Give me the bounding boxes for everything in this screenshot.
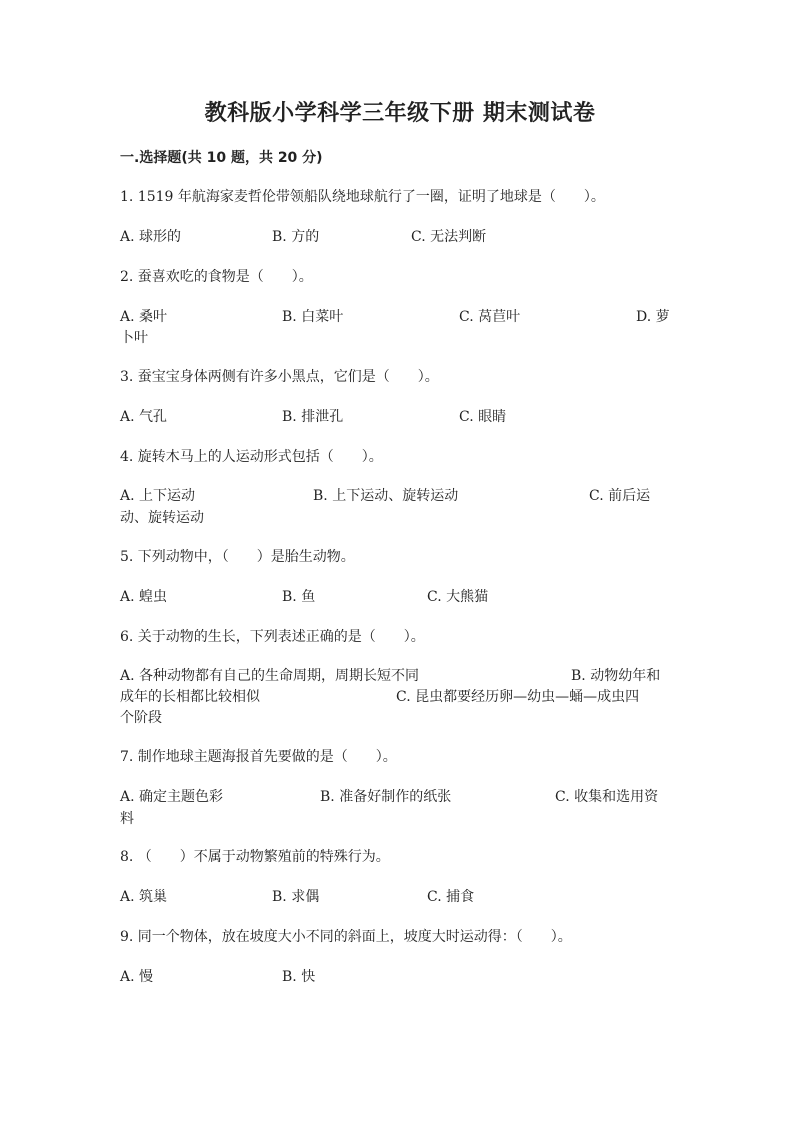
question-2-option-a: A. 桑叶 <box>120 309 168 325</box>
question-6-option-a: A. 各种动物都有自己的生命周期，周期长短不同 <box>120 668 420 684</box>
question-2-option-b: B. 白菜叶 <box>282 309 344 325</box>
question-4-option-c-wrap: 动、旋转运动 <box>120 510 204 526</box>
question-8-option-b: B. 求偶 <box>272 889 320 905</box>
question-5-option-a: A. 蝗虫 <box>120 589 168 605</box>
question-6-option-b: B. 动物幼年和 <box>571 668 661 684</box>
question-3-option-a: A. 气孔 <box>120 409 168 425</box>
question-5-option-b: B. 鱼 <box>282 589 316 605</box>
question-4-stem: 4. 旋转木马上的人运动形式包括（ ）。 <box>120 449 383 465</box>
question-1-option-b: B. 方的 <box>272 229 320 245</box>
question-3-option-c: C. 眼睛 <box>459 409 507 425</box>
question-4-option-c: C. 前后运 <box>589 488 651 504</box>
question-7-option-c: C. 收集和选用资 <box>555 789 659 805</box>
question-2-stem: 2. 蚕喜欢吃的食物是（ ）。 <box>120 269 313 285</box>
question-3-option-b: B. 排泄孔 <box>282 409 344 425</box>
question-3-stem: 3. 蚕宝宝身体两侧有许多小黑点，它们是（ ）。 <box>120 369 439 385</box>
question-4-option-b: B. 上下运动、旋转运动 <box>313 488 459 504</box>
question-4-option-a: A. 上下运动 <box>120 488 196 504</box>
question-5-stem: 5. 下列动物中，（ ）是胎生动物。 <box>120 549 355 565</box>
question-1-option-c: C. 无法判断 <box>411 229 487 245</box>
question-7-option-a: A. 确定主题色彩 <box>120 789 224 805</box>
question-7-option-b: B. 准备好制作的纸张 <box>320 789 452 805</box>
question-2-option-d-wrap: 卜叶 <box>120 330 148 346</box>
question-8-option-a: A. 筑巢 <box>120 889 168 905</box>
question-1-option-a: A. 球形的 <box>120 229 182 245</box>
question-2-option-c: C. 莴苣叶 <box>459 309 521 325</box>
question-8-option-c: C. 捕食 <box>427 889 475 905</box>
question-9-option-a: A. 慢 <box>120 969 154 985</box>
question-5-option-c: C. 大熊猫 <box>427 589 489 605</box>
question-9-stem: 9. 同一个物体，放在坡度大小不同的斜面上，坡度大时运动得：（ ）。 <box>120 929 572 945</box>
page-title: 教科版小学科学三年级下册 期末测试卷 <box>204 101 596 126</box>
question-6-option-b-wrap: 成年的长相都比较相似 <box>120 689 260 705</box>
question-6-stem: 6. 关于动物的生长，下列表述正确的是（ ）。 <box>120 629 425 645</box>
question-6-option-c-wrap: 个阶段 <box>120 710 162 726</box>
question-8-stem: 8. （ ）不属于动物繁殖前的特殊行为。 <box>120 849 390 865</box>
question-6-option-c: C. 昆虫都要经历卵—幼虫—蛹—成虫四 <box>396 689 640 705</box>
question-2-option-d: D. 萝 <box>636 309 670 325</box>
question-9-option-b: B. 快 <box>282 969 316 985</box>
section-header: 一.选择题(共 10 题，共 20 分) <box>120 150 323 166</box>
question-7-option-c-wrap: 料 <box>120 811 134 827</box>
question-7-stem: 7. 制作地球主题海报首先要做的是（ ）。 <box>120 749 397 765</box>
question-1-stem: 1. 1519 年航海家麦哲伦带领船队绕地球航行了一圈，证明了地球是（ ）。 <box>120 189 605 205</box>
